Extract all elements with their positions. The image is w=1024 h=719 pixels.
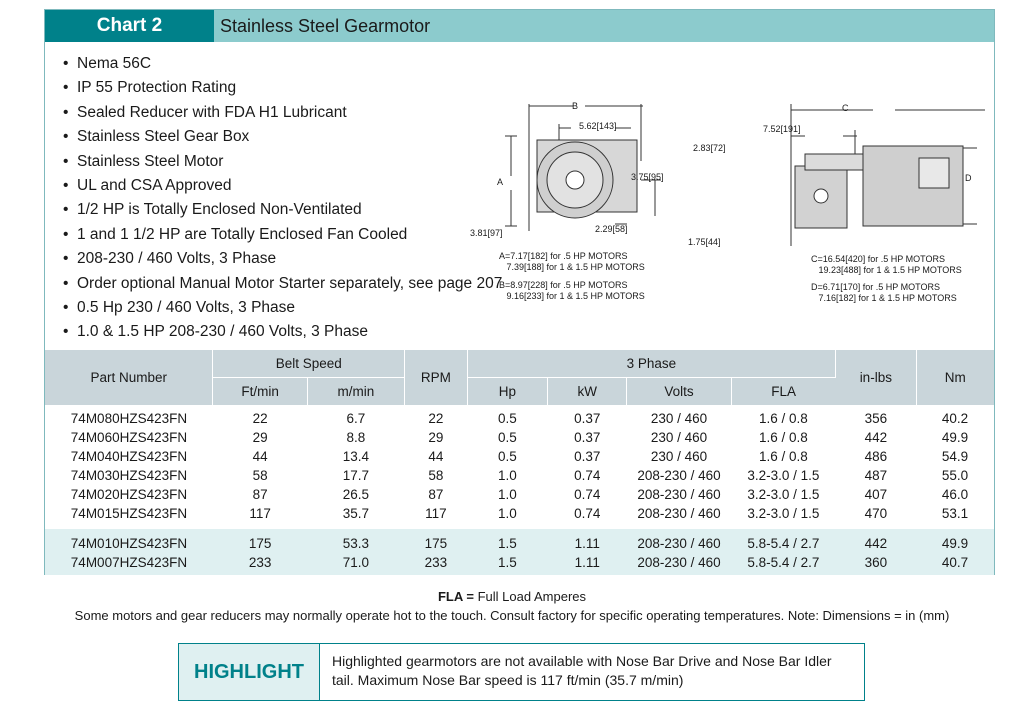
table-cell: 175 <box>213 529 307 553</box>
dim-label-B: B <box>572 101 579 111</box>
table-cell: 233 <box>405 553 468 575</box>
feature-item: • Sealed Reducer with FDA H1 Lubricant <box>63 101 502 125</box>
table-row <box>45 447 994 466</box>
feature-item: • 0.5 Hp 230 / 460 Volts, 3 Phase <box>63 296 502 320</box>
table-cell: 55.0 <box>941 468 969 483</box>
table-cell: 5.8-5.4 / 2.7 <box>731 529 836 553</box>
table-cell: 22 <box>252 411 268 426</box>
dim-label-D: D <box>965 173 972 183</box>
notes-D: D=6.71[170] for .5 HP MOTORS 7.16[182] for 1 & 1.5 HP MOTORS <box>811 282 957 303</box>
bullet-icon: • <box>63 274 69 292</box>
table-cell: 74M060HZS423FN <box>70 430 188 445</box>
dim-label-C: C <box>842 103 849 113</box>
col-header-nm: Nm <box>916 350 994 406</box>
feature-item: • 208-230 / 460 Volts, 3 Phase <box>63 247 502 271</box>
table-cell: 1.6 / 0.8 <box>758 411 808 426</box>
table-cell: 54.9 <box>941 449 969 464</box>
highlight-text-line-2: tail. Maximum Nose Bar speed is 117 ft/min (35.7 m/min) <box>332 672 684 688</box>
table-cell: 40.7 <box>916 553 994 575</box>
table-cell: 3.2-3.0 / 1.5 <box>747 506 820 521</box>
table-cell: 230 / 460 <box>650 411 708 426</box>
table-cell: 22 <box>428 411 444 426</box>
feature-item: • UL and CSA Approved <box>63 174 502 198</box>
fla-definition: Full Load Amperes <box>477 589 587 604</box>
col-header-fla: FLA <box>731 378 836 406</box>
table-cell: 87 <box>252 487 268 502</box>
table-cell: 58 <box>428 468 444 483</box>
bullet-icon: • <box>63 250 69 268</box>
table-cell: 470 <box>864 506 888 521</box>
highlight-text <box>320 644 864 700</box>
table-cell: 233 <box>213 553 307 575</box>
table-cell: 44 <box>428 449 444 464</box>
table-cell: 87 <box>428 487 444 502</box>
table-row <box>45 504 994 529</box>
table-cell: 58 <box>252 468 268 483</box>
table-cell: 13.4 <box>342 449 370 464</box>
col-header-m-min: m/min <box>307 378 404 406</box>
table-row <box>45 529 994 553</box>
table-cell: 208-230 / 460 <box>627 529 731 553</box>
table-cell: 486 <box>864 449 888 464</box>
feature-item: • Stainless Steel Gear Box <box>63 125 502 149</box>
table-cell: 5.8-5.4 / 2.7 <box>731 553 836 575</box>
table-cell: 0.74 <box>574 487 601 502</box>
table-cell: 74M020HZS423FN <box>70 487 188 502</box>
gearmotor-dimension-drawing <box>465 96 985 266</box>
table-cell: 3.2-3.0 / 1.5 <box>747 468 820 483</box>
table-cell: 74M007HZS423FN <box>45 553 213 575</box>
temperature-note: Some motors and gear reducers may normally operate hot to the touch. Consult factory for specific operating temperatures. Note: Dimensions = in (mm) <box>74 608 950 623</box>
table-cell: 230 / 460 <box>650 430 708 445</box>
table-cell: 1.0 <box>497 487 517 502</box>
table-cell: 74M040HZS423FN <box>70 449 188 464</box>
col-header-rpm: RPM <box>405 350 468 406</box>
feature-list <box>63 52 502 345</box>
fla-note <box>0 589 1024 604</box>
feature-item: • Nema 56C <box>63 52 502 76</box>
table-cell: 8.8 <box>346 430 366 445</box>
table-cell: 1.0 <box>497 506 517 521</box>
table-cell: 29 <box>428 430 444 445</box>
table-cell: 1.6 / 0.8 <box>758 449 808 464</box>
table-cell: 53.1 <box>941 506 969 521</box>
table-cell: 74M010HZS423FN <box>45 529 213 553</box>
dim-label-283: 2.83[72] <box>693 143 726 153</box>
table-body <box>45 406 994 530</box>
dim-label-752: 7.52[191] <box>763 124 801 134</box>
table-cell: 0.5 <box>497 411 517 426</box>
bullet-icon: • <box>63 152 69 170</box>
table-cell: 0.74 <box>574 468 601 483</box>
table-cell: 40.2 <box>941 411 969 426</box>
highlight-box <box>178 643 865 701</box>
col-header-ft-min: Ft/min <box>213 378 307 406</box>
table-row <box>45 466 994 485</box>
table-cell: 1.6 / 0.8 <box>758 430 808 445</box>
highlight-label: HIGHLIGHT <box>179 644 320 700</box>
table-cell: 0.37 <box>574 411 601 426</box>
feature-item: • IP 55 Protection Rating <box>63 76 502 100</box>
dim-label-A: A <box>497 177 504 187</box>
table-cell: 0.37 <box>574 430 601 445</box>
col-header-kw: kW <box>548 378 627 406</box>
feature-item: • Order optional Manual Motor Starter separately, see page 207 <box>63 272 502 296</box>
bullet-icon: • <box>63 298 69 316</box>
table-row <box>45 485 994 504</box>
table-cell: 208-230 / 460 <box>637 468 721 483</box>
table-cell: 0.37 <box>574 449 601 464</box>
table-cell: 71.0 <box>307 553 404 575</box>
table-cell: 1.11 <box>548 529 627 553</box>
bullet-icon: • <box>63 55 69 72</box>
bullet-icon: • <box>63 323 69 341</box>
table-cell: 356 <box>864 411 888 426</box>
table-cell: 117 <box>249 506 271 521</box>
feature-item: • Stainless Steel Motor <box>63 150 502 174</box>
dim-label-175: 1.75[44] <box>688 237 721 247</box>
notes-B: B=8.97[228] for .5 HP MOTORS 9.16[233] for 1 & 1.5 HP MOTORS <box>499 280 645 301</box>
dim-label-229: 2.29[58] <box>595 224 628 234</box>
table-cell: 487 <box>864 468 888 483</box>
table-cell: 74M015HZS423FN <box>70 506 188 521</box>
col-header-in-lbs: in-lbs <box>836 350 916 406</box>
table-row <box>45 553 994 575</box>
table-cell: 46.0 <box>941 487 969 502</box>
notes-C: C=16.54[420] for .5 HP MOTORS 19.23[488] for 1 & 1.5 HP MOTORS <box>811 254 962 275</box>
bullet-icon: • <box>63 103 69 121</box>
table-cell: 442 <box>836 529 916 553</box>
table-row <box>45 428 994 447</box>
table-cell: 360 <box>836 553 916 575</box>
table-row <box>45 406 994 429</box>
spec-table <box>45 350 994 575</box>
chart-header <box>45 10 994 42</box>
table-cell: 53.3 <box>307 529 404 553</box>
table-cell: 208-230 / 460 <box>627 553 731 575</box>
side-view-drawing <box>791 104 985 246</box>
feature-item: • 1 and 1 1/2 HP are Totally Enclosed Fan Cooled <box>63 223 502 247</box>
table-cell: 49.9 <box>941 430 969 445</box>
fla-key: FLA = <box>437 589 474 604</box>
table-cell: 230 / 460 <box>650 449 708 464</box>
chart-panel <box>44 9 995 575</box>
table-cell: 208-230 / 460 <box>637 506 721 521</box>
table-cell: 74M080HZS423FN <box>70 411 188 426</box>
table-cell: 17.7 <box>342 468 370 483</box>
col-header-part-number: Part Number <box>45 350 213 406</box>
table-cell: 442 <box>864 430 888 445</box>
table-cell: 0.5 <box>497 430 517 445</box>
table-cell: 0.74 <box>574 506 601 521</box>
notes-A: A=7.17[182] for .5 HP MOTORS 7.39[188] for 1 & 1.5 HP MOTORS <box>499 251 645 272</box>
bullet-icon: • <box>63 79 69 97</box>
chart-number-tag: Chart 2 <box>45 10 214 42</box>
table-cell: 117 <box>425 506 447 521</box>
highlight-text-line-1: Highlighted gearmotors are not available with Nose Bar Drive and Nose Bar Idler <box>332 653 832 669</box>
table-cell: 3.2-3.0 / 1.5 <box>747 487 820 502</box>
bullet-icon: • <box>63 201 69 219</box>
bullet-icon: • <box>63 225 69 243</box>
table-cell: 1.0 <box>497 468 517 483</box>
table-cell: 208-230 / 460 <box>637 487 721 502</box>
col-header-volts: Volts <box>627 378 731 406</box>
table-cell: 1.11 <box>548 553 627 575</box>
bullet-icon: • <box>63 176 69 194</box>
table-cell: 407 <box>864 487 888 502</box>
table-cell: 44 <box>252 449 268 464</box>
table-cell: 0.5 <box>497 449 517 464</box>
col-header-belt-speed: Belt Speed <box>213 350 405 378</box>
table-cell: 1.5 <box>467 529 547 553</box>
dim-label-375: 3.75[95] <box>631 172 664 182</box>
table-cell: 74M030HZS423FN <box>70 468 188 483</box>
table-cell: 26.5 <box>342 487 370 502</box>
col-header-hp: Hp <box>467 378 547 406</box>
col-header-3-phase: 3 Phase <box>467 350 835 378</box>
table-cell: 6.7 <box>346 411 366 426</box>
table-cell: 175 <box>405 529 468 553</box>
dim-label-562: 5.62[143] <box>579 121 617 131</box>
table-cell: 1.5 <box>467 553 547 575</box>
table-cell: 49.9 <box>916 529 994 553</box>
feature-item: • 1/2 HP is Totally Enclosed Non-Ventilated <box>63 198 502 222</box>
table-cell: 29 <box>252 430 268 445</box>
feature-item: • 1.0 & 1.5 HP 208-230 / 460 Volts, 3 Phase <box>63 320 502 344</box>
table-body-highlighted <box>45 529 994 575</box>
chart-title: Stainless Steel Gearmotor <box>214 10 994 42</box>
dim-label-381: 3.81[97] <box>470 228 503 238</box>
table-cell: 35.7 <box>342 506 370 521</box>
bullet-icon: • <box>63 128 69 146</box>
